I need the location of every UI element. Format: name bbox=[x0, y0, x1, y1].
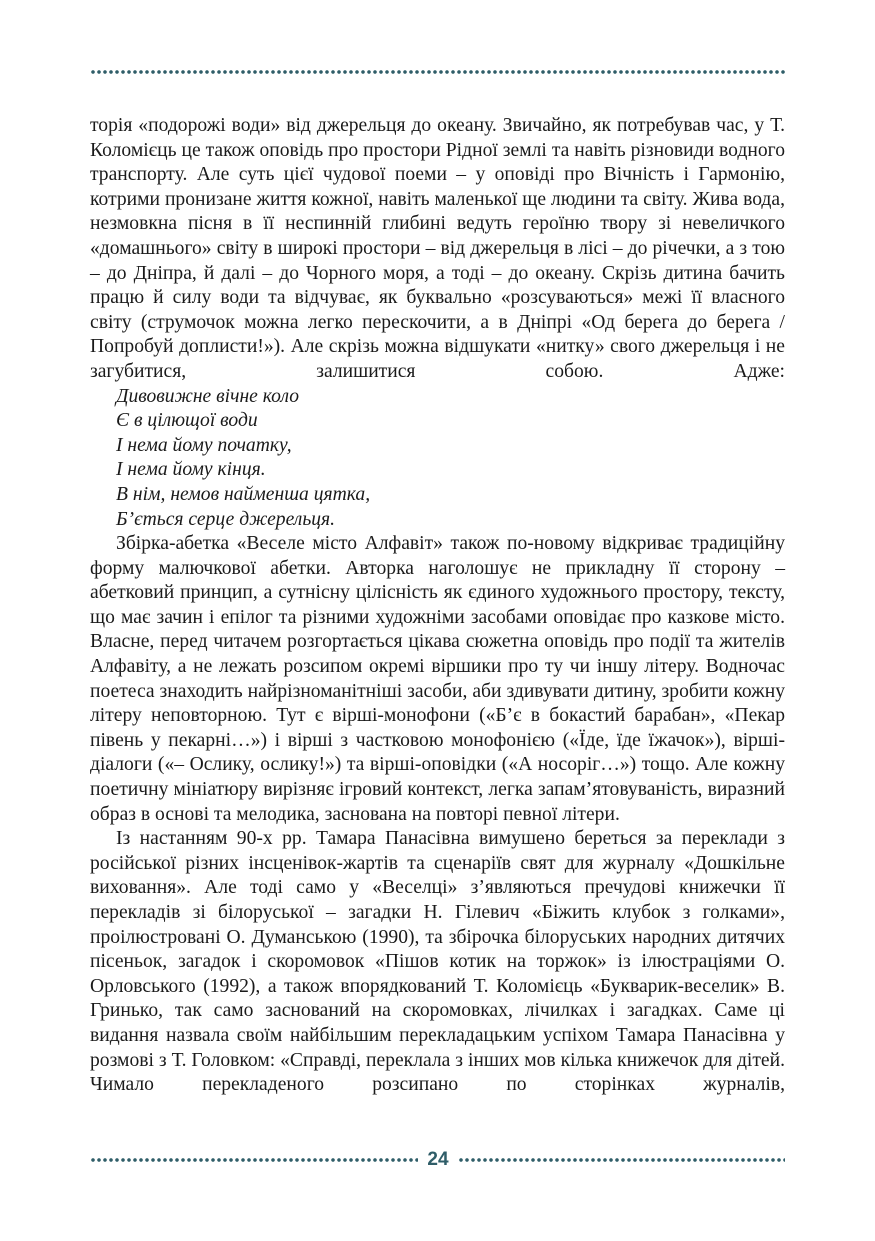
bottom-ornamental-border-left bbox=[90, 1157, 418, 1165]
poem-line: В нім, немов найменша цятка, bbox=[116, 483, 371, 505]
poem-excerpt bbox=[90, 385, 785, 533]
top-ornamental-border bbox=[90, 69, 785, 77]
paragraph-2: Збірка-абетка «Веселе місто Алфавіт» також по-новому відкриває традиційну форму малючкової абетки. Авторка наголошує не прикладну її сторону – абетковий принцип, а сутнісну цілісність як єдиного художнього простору, тексту, що має зачин і епілог та різними художніми засобами оповідає про казкове місто. Власне, перед читачем розгортається цікава сюжетна оповідь про події та жителів Алфавіту, а не лежать розсипом окремі віршики про ту чи іншу літеру. Водночас поетеса знаходить найрізноманітніші засоби, аби здивувати дитину, зробити кожну літеру неповторною. Тут є вірші-монофони («Б’є в бокастий барабан», «Пекар півень у пекарні…») і вірші з частковою монофонією («Їде, їде їжачок»), вірші-діалоги («– Ослику, ослику!») та вірші-оповідки («А носоріг…») тощо. Але кожну поетичну мініатюру вирізняє ігровий контекст, легка запам’ятовуваність, виразний образ в основі та мелодика, заснована на повторі певної літери. bbox=[90, 533, 785, 825]
paragraph-1: торія «подорожі води» від джерельця до океану. Звичайно, як потребував час, у Т. Коломієць це також оповідь про простори Рідної землі та навіть різновиди водного транспорту. Але суть цієї чудової поеми – у оповіді про Вічність і Гармонію, котрими пронизане життя кожної, навіть маленької ще людини та світу. Жива вода, незмовкна пісня в її неспинній глибині ведуть героїню твору зі невеличкого «домашнього» світу в широкі простори – від джерельця в лісі – до річечки, а з тою – до Дніпра, й далі – до Чорного моря, а тоді – до океану. Скрізь дитина бачить працю й силу води та відчуває, як буквально «розсуваються» межі її власного світу (струмочок можна легко перескочити, а в Дніпрі «Од берега до берега / Попробуй доплисти!»). Але скрізь можна відшукати «нитку» свого джерельця і не загубитися, залишитися собою. Адже: bbox=[90, 115, 785, 382]
poem-line: І нема йому кінця. bbox=[116, 459, 266, 481]
poem-line: Є в цілющої води bbox=[116, 410, 258, 432]
poem-line: Дивовижне вічне коло bbox=[116, 385, 300, 407]
bottom-ornamental-border-right bbox=[458, 1157, 785, 1165]
page-body bbox=[90, 114, 785, 1098]
page-number: 24 bbox=[427, 1149, 449, 1170]
poem-line: Б’ється серце джерельця. bbox=[116, 508, 336, 530]
poem-line: І нема йому початку, bbox=[116, 434, 292, 456]
paragraph-3: Із настанням 90-х рр. Тамара Панасівна вимушено береться за переклади з російської різних інсценівок-жартів та сценаріїв свят для журналу «Дошкільне виховання». Але тоді само у «Веселці» з’являються пречудові книжечки її перекладів зі білоруської – загадки Н. Гілевич «Біжить клубок з голками», проілюстровані О. Думанською (1990), та збірочка білоруських народних дитячих пісеньок, загадок і скоромовок «Пішов котик на торжок» із ілюстраціями О. Орловського (1992), а також впорядкований Т. Коломієць «Букварик-веселик» В. Гринько, так само заснований на скоромовках, лічилках і загадках. Саме ці видання назвала своїм найбільшим перекладацьким успіхом Тамара Панасівна у розмові з Т. Головком: «Справді, переклала з інших мов кілька книжечок для дітей. Чимало перекладеного розсипано по сторінках журналів, bbox=[90, 828, 785, 1096]
